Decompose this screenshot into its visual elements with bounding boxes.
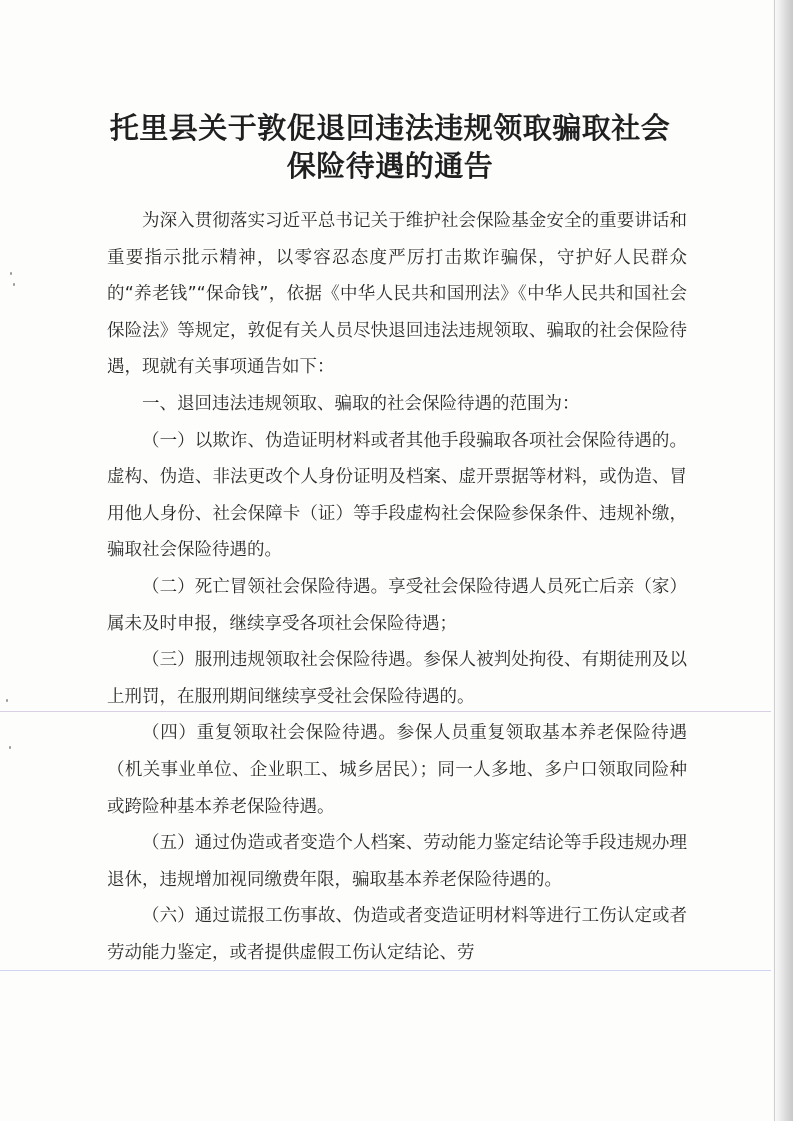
document-title-line-2: 保险待遇的通告 — [286, 149, 494, 183]
paragraph-item-5: （五）通过伪造或者变造个人档案、劳动能力鉴定结论等手段违规办理退休，违规增加视同缴费年限，骗取基本养老保险待遇的。 — [107, 833, 687, 890]
paragraph-item-6: （六）通过谎报工伤事故、伪造或者变造证明材料等进行工伤认定或者劳动能力鉴定，或者提供虚假工伤认定结论、劳 — [107, 906, 687, 963]
paragraph-item-1: （一）以欺诈、伪造证明材料或者其他手段骗取各项社会保险待遇的。虚构、伪造、非法更改个人身份证明及档案、虚开票据等材料，或伪造、冒用他人身份、社会保障卡（证）等手段虚构社会保险参保条件、违规补缴，骗取社会保险待遇的。 — [107, 430, 687, 561]
scan-speck — [9, 746, 11, 749]
document-title-line-1: 托里县关于敦促退回违法违规领取骗取社会 — [109, 111, 671, 145]
scan-speck — [10, 272, 12, 275]
paragraph-item-2: （二）死亡冒领社会保险待遇。享受社会保险待遇人员死亡后亲（家）属未及时申报，继续享受各项社会保险待遇； — [107, 576, 687, 634]
scan-edge-line — [774, 0, 775, 1121]
paragraph-intro: 为深入贯彻落实习近平总书记关于维护社会保险基金安全的重要讲话和重要指示批示精神，以零容忍态度严厉打击欺诈骗保，守护好人民群众的“养老钱”“保命钱”，依据《中华人民共和国刑法》《中华人民共和国社会保险法》等规定，敦促有关人员尽快退回违法违规领取、骗取的社会保险待遇，现就有关事项通告如下： — [107, 211, 687, 378]
document-body — [107, 203, 687, 971]
scan-speck — [6, 699, 8, 702]
paragraph-section-1-heading: 一、退回违法违规领取、骗取的社会保险待遇的范围为： — [142, 393, 580, 414]
paragraph-item-4: （四）重复领取社会保险待遇。参保人员重复领取基本养老保险待遇（机关事业单位、企业职工、城乡居民）；同一人多地、多户口领取同险种或跨险种基本养老保险待遇。 — [107, 723, 687, 817]
paragraph-item-3: （三）服刑违规领取社会保险待遇。参保人被判处拘役、有期徒刑及以上刑罚，在服刑期间继续享受社会保险待遇的。 — [107, 650, 687, 707]
scan-speck — [13, 283, 15, 286]
